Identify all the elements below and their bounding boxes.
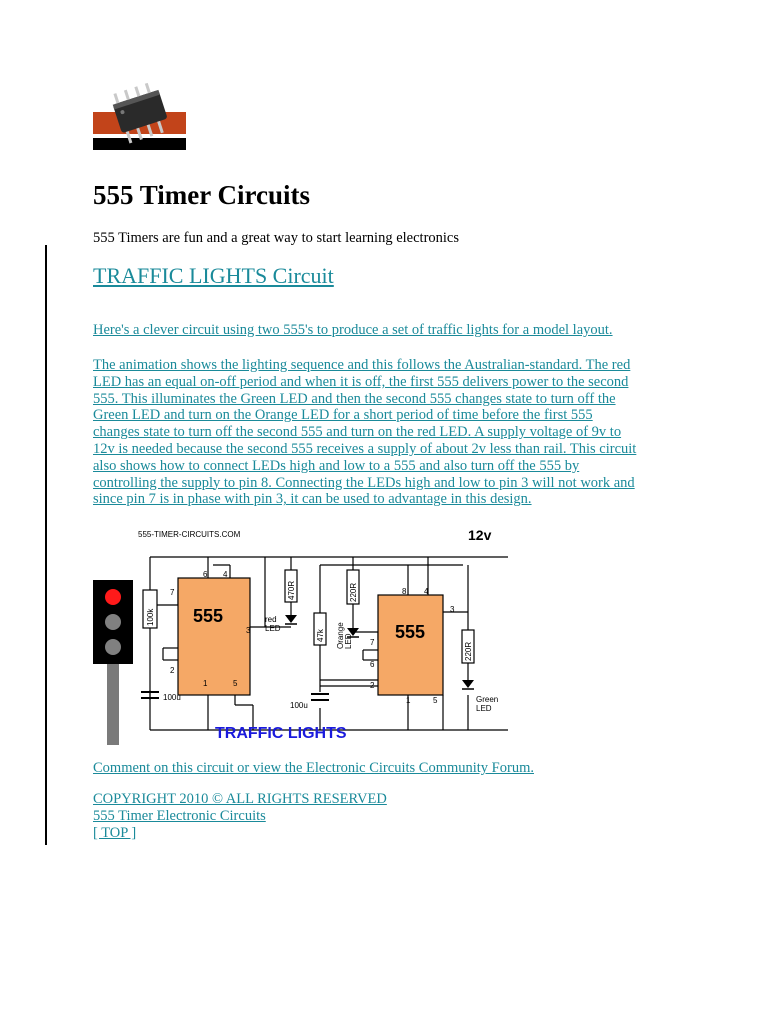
description-line: 12v is needed because the second 555 receives a supply of about 2v less than rail. This circuit bbox=[93, 440, 637, 457]
led-orange-label-b: LED bbox=[344, 633, 353, 649]
left-margin-rule bbox=[45, 245, 47, 845]
supply-label: 12v bbox=[468, 527, 492, 543]
cap-100u-left-label: 100u bbox=[163, 693, 181, 702]
top-link[interactable]: [ TOP ] bbox=[93, 825, 137, 841]
pin-label: 4 bbox=[223, 570, 228, 579]
led-orange-label: Orange bbox=[336, 622, 345, 649]
intro-link[interactable]: Here's a clever circuit using two 555's to produce a set of traffic lights for a model layout. bbox=[93, 322, 613, 338]
r-47k-label: 47k bbox=[316, 629, 325, 642]
description-line: changes state to turn off the second 555 and turn on the red LED. A supply voltage of 9v to bbox=[93, 424, 622, 441]
chip-label-right: 555 bbox=[395, 622, 426, 642]
description-line: also shows how to connect LEDs high and low to a 555 and also turn off the 555 by bbox=[93, 457, 580, 474]
description-line: The animation shows the lighting sequence and this follows the Australian-standard. The red bbox=[93, 357, 631, 373]
schematic-caption: TRAFFIC LIGHTS bbox=[215, 725, 347, 742]
pin-label: 5 bbox=[433, 696, 438, 705]
site-label: 555-TIMER-CIRCUITS.COM bbox=[138, 530, 241, 539]
chip-555-left bbox=[178, 578, 250, 695]
pin-label: 7 bbox=[170, 588, 175, 597]
led-red-label-top: red bbox=[265, 615, 277, 624]
pin-label: 6 bbox=[203, 570, 208, 579]
chip-label-left: 555 bbox=[193, 606, 224, 626]
comment-forum-link[interactable]: Comment on this circuit or view the Electronic Circuits Community Forum. bbox=[93, 760, 534, 776]
pin-label: 3 bbox=[246, 626, 251, 635]
led-green-label-bottom: LED bbox=[476, 704, 492, 713]
pin-label: 1 bbox=[203, 679, 208, 688]
led-red-label-bottom: LED bbox=[265, 624, 281, 633]
led-green-label-top: Green bbox=[476, 695, 499, 704]
pin-label: 2 bbox=[370, 681, 375, 690]
page-subtitle: 555 Timers are fun and a great way to start learning electronics bbox=[93, 230, 460, 246]
chip-555-right bbox=[378, 595, 443, 695]
section-heading-link[interactable]: TRAFFIC LIGHTS Circuit bbox=[93, 263, 334, 288]
ic-chip-logo bbox=[93, 82, 186, 154]
pin-label: 8 bbox=[402, 587, 407, 596]
copyright-link[interactable]: COPYRIGHT 2010 © ALL RIGHTS RESERVED bbox=[93, 791, 387, 807]
cap-100u-right-label: 100u bbox=[290, 701, 308, 710]
description-paragraph[interactable] bbox=[93, 357, 683, 508]
pin-label: 1 bbox=[406, 696, 411, 705]
pin-label: 5 bbox=[233, 679, 238, 688]
r-220b-label: 220R bbox=[464, 641, 473, 661]
description-line: since pin 7 is in phase with pin 3, it can be used to advantage in this design. bbox=[93, 491, 532, 508]
page-title: 555 Timer Circuits bbox=[93, 180, 311, 210]
pin-label: 7 bbox=[370, 638, 375, 647]
r-470-label: 470R bbox=[287, 580, 296, 600]
pin-label: 3 bbox=[450, 605, 455, 614]
description-line: Green LED and turn on the Orange LED for a short period of time before the first 555 bbox=[93, 407, 593, 424]
r-100k-label: 100k bbox=[146, 608, 155, 626]
traffic-lights-schematic bbox=[93, 520, 513, 745]
pin-label: 2 bbox=[170, 666, 175, 675]
timer-circuits-link[interactable]: 555 Timer Electronic Circuits bbox=[93, 808, 266, 824]
footer bbox=[93, 791, 387, 842]
r-220a-label: 220R bbox=[349, 582, 358, 602]
description-line: 555. This illuminates the Green LED and then the second 555 changes state to turn off the bbox=[93, 390, 616, 407]
description-line: LED has an equal on-off period and when it is off, the first 555 delivers power to the second bbox=[93, 373, 629, 390]
description-line: controlling the supply to pin 8. Connecting the LEDs high and low to pin 3 will not work and bbox=[93, 474, 635, 491]
pin-label: 6 bbox=[370, 660, 375, 669]
pin-label: 4 bbox=[424, 587, 429, 596]
